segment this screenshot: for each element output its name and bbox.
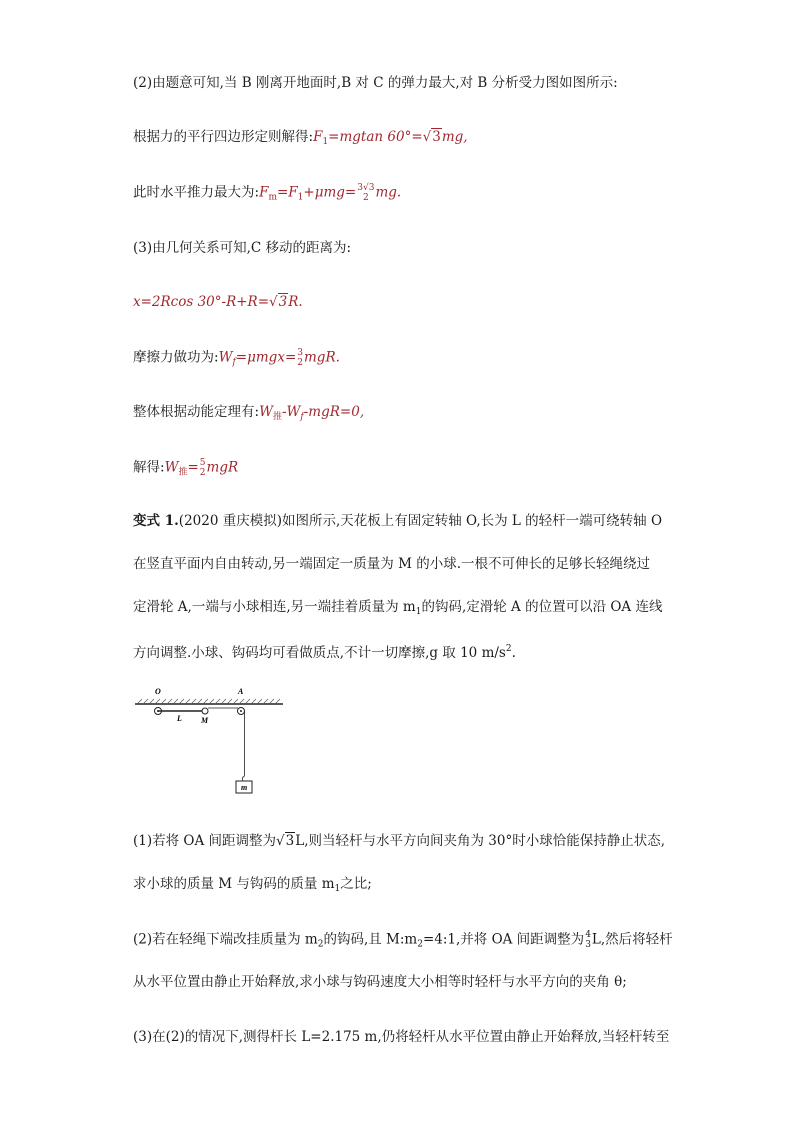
fraction: 3√3 2 xyxy=(357,183,375,203)
hook xyxy=(242,776,244,781)
label-o: O xyxy=(155,687,161,696)
part3-distance: x=2Rcos 30°-R+R=√3R. xyxy=(133,294,303,310)
variant-p1: 变式 1.(2020 重庆模拟)如图所示,天花板上有固定转轴 O,长为 L 的轻杆一端可绕转轴 O xyxy=(133,513,663,529)
part3-solve: 解得$:W_推=$ 5 2 mgR xyxy=(133,458,239,478)
label-l: L xyxy=(177,714,182,723)
label-ball-m: M xyxy=(201,716,209,725)
part2-step2: 此时水平推力最大为$:F_m=F_1+\mu mg=$ 3√3 2 mg. xyxy=(133,183,402,203)
variant-p4: 方向调整.小球、钩码均可看做质点,不计一切摩擦,g 取 10 $m/s^2$. xyxy=(133,644,516,661)
part3-energy: 整体根据动能定理有$:W_推-W_f-mgR=0$, xyxy=(133,404,365,422)
pulley-diagram xyxy=(133,682,293,800)
variant-p2: 在竖直平面内自由转动,另一端固定一质量为 M 的小球.一根不可伸长的足够长轻绳绕过 xyxy=(133,556,650,572)
question-2-line2: 从水平位置由静止开始释放,求小球与钩码速度大小相等时轻杆与水平方向的夹角 θ; xyxy=(133,974,627,990)
fraction: 4 3 xyxy=(585,930,591,950)
fraction: 3 2 xyxy=(297,348,303,368)
question-3-line1: (3)在(2)的情况下,测得杆长 L=2.175 m,仍将轻杆从水平位置由静止开始释放,当轻杆转至 xyxy=(133,1029,670,1045)
part3-intro: (3)由几何关系可知,C 移动的距离为: xyxy=(133,240,352,256)
part2-intro: (2)由题意可知,当 B 刚离开地面时,B 对 C 的弹力最大,对 B 分析受力图如图所示: xyxy=(133,75,618,91)
label-a: A xyxy=(238,687,244,696)
fraction: 5 2 xyxy=(199,458,206,478)
question-2-line1: (2)若在轻绳下端改挂质量为 $m_2$的钩码,且 $M:m_2=4:1$,并将 OA 间距调整为 4 3 L,然后将轻杆 xyxy=(133,930,673,950)
part2-step1: 根据力的平行四边形定则解得$:F_1=mgtan$ 60°=√3mg, xyxy=(133,129,468,147)
variant-p3: 定滑轮 A,一端与小球相连,另一端挂着质量为 $m_1$的钩码,定滑轮 A 的位置可以沿 OA 连线 xyxy=(133,599,663,617)
label-weight-m: m xyxy=(241,783,248,792)
ball-m xyxy=(202,708,208,714)
question-1-line1: (1)若将 OA 间距调整为√3L,则当轻杆与水平方向间夹角为 30°时小球恰能保持静止状态, xyxy=(133,833,666,849)
part3-friction: 摩擦力做功为$:W_f=\mu mgx=$ 3 2 mgR. xyxy=(133,348,340,368)
question-1-line2: 求小球的质量 M 与钩码的质量 $m_1$之比; xyxy=(133,876,372,894)
